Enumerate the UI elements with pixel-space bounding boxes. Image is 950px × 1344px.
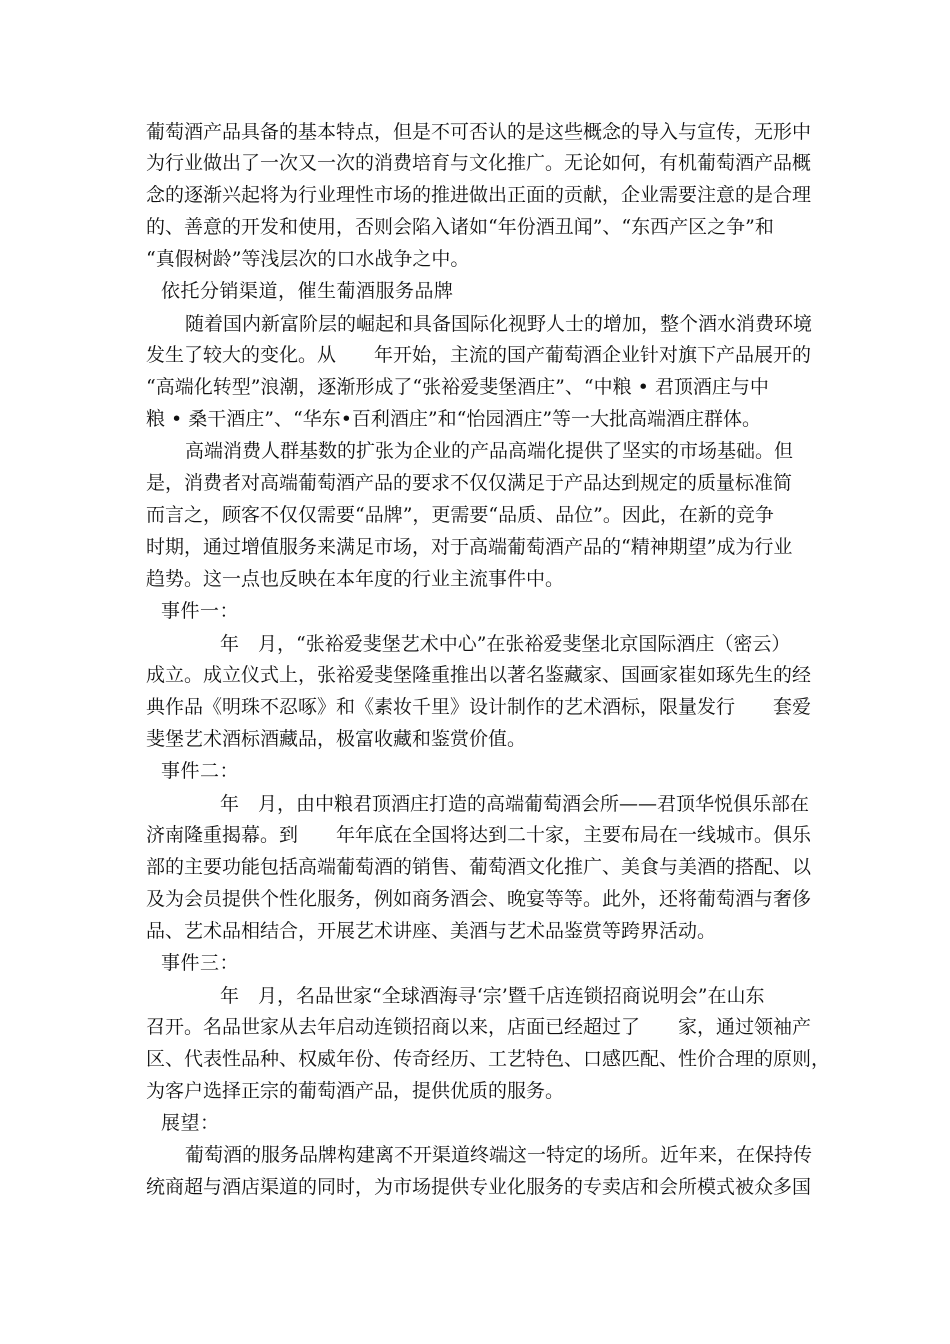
text-line: 趋势。这一点也反映在本年度的行业主流事件中。 [146, 568, 565, 590]
paragraph-start: 高端消费人群基数的扩张为企业的产品高端化提供了坚实的市场基础。但 [185, 440, 794, 462]
text-line: 为客户选择正宗的葡萄酒产品，提供优质的服务。 [146, 1080, 565, 1102]
text-line: 品、艺术品相结合，开展艺术讲座、美酒与艺术品鉴赏等跨界活动。 [146, 920, 717, 942]
text-line: 粮 • 桑干酒庄”、“华东•百利酒庄”和“怡园酒庄”等一大批高端酒庄群体。 [146, 408, 762, 430]
text-line: “高端化转型”浪潮，逐渐形成了“张裕爱斐堡酒庄”、“中粮 • 君顶酒庄与中 [146, 376, 769, 398]
text-line: 是，消费者对高端葡萄酒产品的要求不仅仅满足于产品达到规定的质量标准简 [146, 472, 793, 494]
text-line: 统商超与酒店渠道的同时，为市场提供专业化服务的专卖店和会所模式被众多国 [146, 1176, 812, 1198]
text-line: 斐堡艺术酒标酒藏品，极富收藏和鉴赏价值。 [146, 728, 527, 750]
text-line: 部的主要功能包括高端葡萄酒的销售、葡萄酒文化推广、美食与美酒的搭配、以 [146, 856, 812, 878]
event-heading: 事件三： [161, 952, 240, 974]
text-line: 为行业做出了一次又一次的消费培育与文化推广。无论如何，有机葡萄酒产品概 [146, 152, 812, 174]
text-line: 成立。成立仪式上，张裕爱斐堡隆重推出以著名鉴藏家、国画家崔如琢先生的经 [146, 664, 812, 686]
paragraph-start: 随着国内新富阶层的崛起和具备国际化视野人士的增加，整个酒水消费环境 [185, 313, 813, 335]
event-heading: 事件二： [161, 760, 240, 782]
text-line: 召开。名品世家从去年启动连锁招商以来，店面已经超过了 家，通过领袖产 [146, 1016, 812, 1038]
text-line: 葡萄酒产品具备的基本特点，但是不可否认的是这些概念的导入与宣传，无形中 [146, 121, 812, 143]
paragraph-start: 葡萄酒的服务品牌构建离不开渠道终端这一特定的场所。近年来，在保持传 [185, 1144, 813, 1166]
text-line: 时期，通过增值服务来满足市场，对于高端葡萄酒产品的“精神期望”成为行业 [146, 536, 793, 558]
text-line: 区、代表性品种、权威年份、传奇经历、工艺特色、口感匹配、性价合理的原则， [146, 1048, 831, 1070]
text-line: 及为会员提供个性化服务，例如商务酒会、晚宴等等。此外，还将葡萄酒与奢侈 [146, 888, 812, 910]
text-line: 而言之，顾客不仅仅需要“品牌”，更需要“品质、品位”。因此，在新的竞争 [146, 504, 774, 526]
text-line: 念的逐渐兴起将为行业理性市场的推进做出正面的贡献，企业需要注意的是合理 [146, 184, 812, 206]
paragraph-start: 年 月，由中粮君顶酒庄打造的高端葡萄酒会所——君顶华悦俱乐部在 [220, 793, 810, 815]
outlook-heading: 展望： [161, 1112, 220, 1134]
text-line: “真假树龄”等浅层次的口水战争之中。 [146, 248, 470, 270]
paragraph-start: 年 月，名品世家“全球酒海寻‘宗’暨千店连锁招商说明会”在山东 [220, 985, 765, 1007]
text-line: 济南隆重揭幕。到 年年底在全国将达到二十家，主要布局在一线城市。俱乐 [146, 824, 812, 846]
text-line: 的、善意的开发和使用，否则会陷入诸如“年份酒丑闻”、“东西产区之争”和 [146, 216, 774, 238]
section-heading: 依托分销渠道，催生葡酒服务品牌 [161, 280, 454, 302]
event-heading: 事件一： [161, 600, 240, 622]
text-line: 典作品《明珠不忍啄》和《素妆千里》设计制作的艺术酒标，限量发行 套爱 [146, 696, 812, 718]
text-line: 发生了较大的变化。从 年开始，主流的国产葡萄酒企业针对旗下产品展开的 [146, 344, 812, 366]
paragraph-start: 年 月，“张裕爱斐堡艺术中心”在张裕爱斐堡北京国际酒庄（密云） [220, 633, 791, 655]
